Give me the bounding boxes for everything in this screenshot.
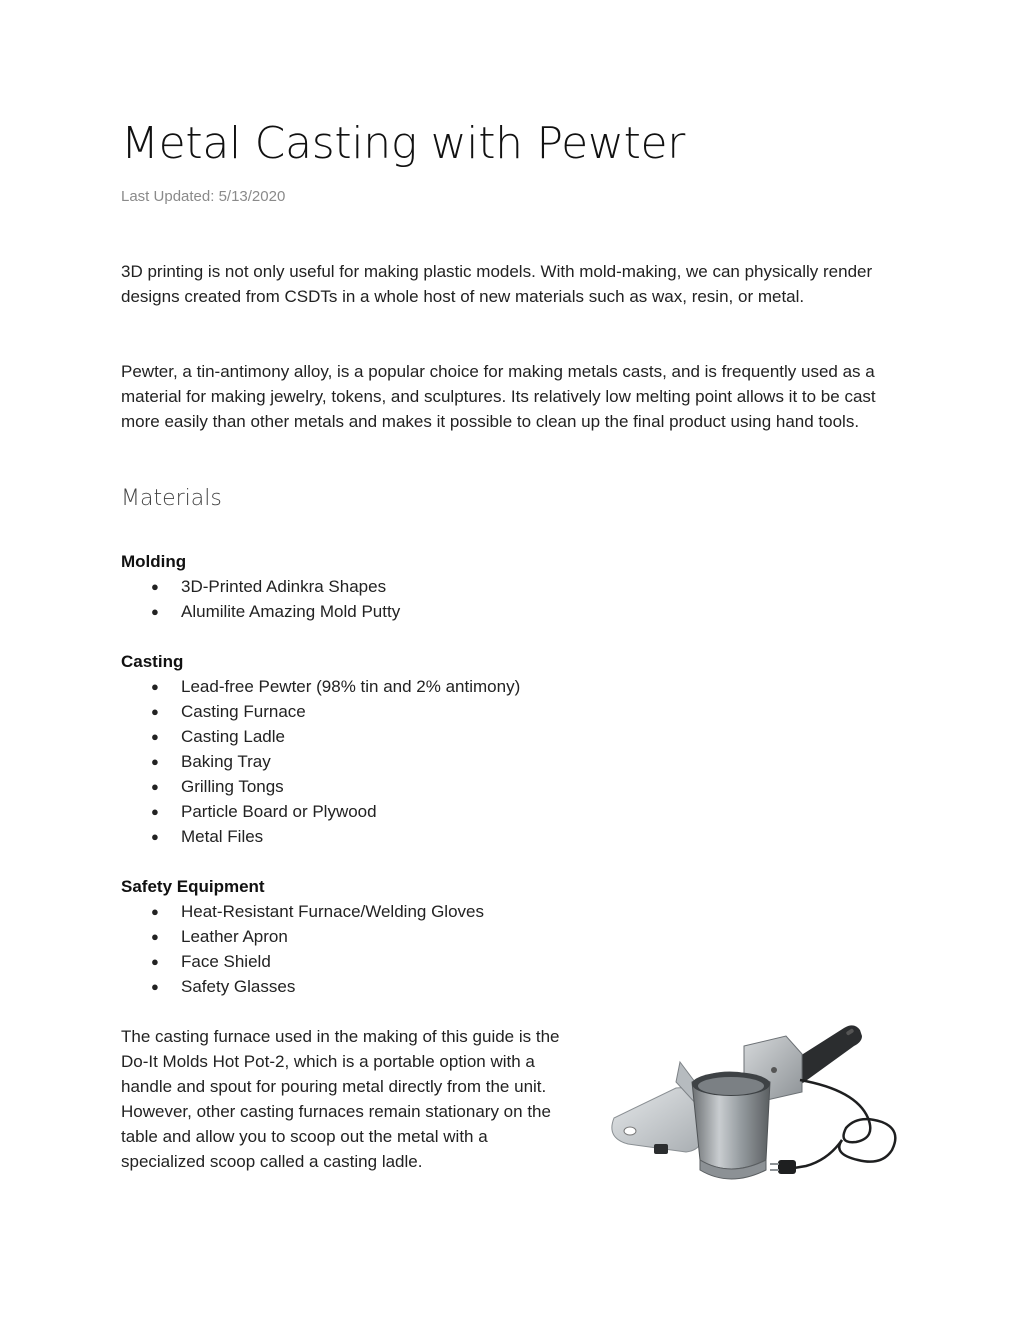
bullet-icon: ● (151, 829, 159, 844)
intro-paragraph: 3D printing is not only useful for making plastic models. With mold-making, we can physically render designs created from CSDTs in a whole host of new materials such as wax, resin, or metal. (121, 262, 873, 306)
list-item-text: Lead-free Pewter (98% tin and 2% antimony) (181, 677, 521, 696)
casting-section (121, 649, 721, 849)
bullet-icon: ● (151, 804, 159, 819)
bullet-icon: ● (151, 929, 159, 944)
bullet-icon: ● (151, 704, 159, 719)
furnace-paragraph: The casting furnace used in the making of this guide is the Do-It Molds Hot Pot-2, which is a portable option with a handle and spout for pouring metal directly from the unit. However, other casting furnaces remain stationary on the table and allow you to scoop out the metal with a specialized scoop called a casting ladle. (121, 1027, 560, 1171)
bullet-icon: ● (151, 754, 159, 769)
bullet-icon: ● (151, 954, 159, 969)
list-item (121, 574, 721, 599)
list-item-text: Alumilite Amazing Mold Putty (181, 602, 401, 621)
casting-furnace-image (606, 1010, 958, 1190)
materials-heading: Materials (121, 486, 222, 511)
molding-title: Molding (121, 552, 187, 571)
list-item-text: Baking Tray (181, 752, 271, 771)
pewter-paragraph: Pewter, a tin-antimony alloy, is a popular choice for making metals casts, and is frequently used as a material for making jewelry, tokens, and sculptures. Its relatively low melting point allows it to be cast more easily than other metals and makes it possible to clean up the final product using hand tools. (121, 362, 876, 431)
safety-section (121, 874, 721, 999)
furnace-base-plate (612, 1088, 702, 1152)
list-item (121, 599, 721, 624)
list-item (121, 724, 721, 749)
power-cord (800, 1080, 895, 1162)
list-item (121, 749, 721, 774)
bullet-icon: ● (151, 979, 159, 994)
list-item-text: Grilling Tongs (181, 777, 284, 796)
bullet-icon: ● (151, 779, 159, 794)
bullet-icon: ● (151, 904, 159, 919)
list-item (121, 899, 721, 924)
list-item-text: Heat-Resistant Furnace/Welding Gloves (181, 902, 484, 921)
casting-list (121, 674, 721, 849)
list-item-text: 3D-Printed Adinkra Shapes (181, 577, 387, 596)
molding-section (121, 549, 721, 624)
safety-title: Safety Equipment (121, 877, 265, 896)
list-item-text: Face Shield (181, 952, 271, 971)
list-item (121, 774, 721, 799)
power-plug-icon (778, 1160, 796, 1174)
list-item (121, 824, 721, 849)
last-updated-date: Last Updated: 5/13/2020 (121, 188, 286, 205)
molding-list (121, 574, 721, 624)
list-item (121, 799, 721, 824)
list-item-text: Metal Files (181, 827, 264, 846)
list-item (121, 674, 721, 699)
bullet-icon: ● (151, 679, 159, 694)
bullet-icon: ● (151, 729, 159, 744)
safety-list (121, 899, 721, 999)
list-item-text: Safety Glasses (181, 977, 296, 996)
list-item-text: Leather Apron (181, 927, 288, 946)
list-item-text: Casting Ladle (181, 727, 285, 746)
casting-title: Casting (121, 652, 184, 671)
list-item (121, 699, 721, 724)
list-item (121, 974, 721, 999)
bullet-icon: ● (151, 579, 159, 594)
list-item (121, 924, 721, 949)
page-title: Metal Casting with Pewter (121, 118, 686, 169)
list-item-text: Particle Board or Plywood (181, 802, 377, 821)
list-item-text: Casting Furnace (181, 702, 306, 721)
bullet-icon: ● (151, 604, 159, 619)
list-item (121, 949, 721, 974)
